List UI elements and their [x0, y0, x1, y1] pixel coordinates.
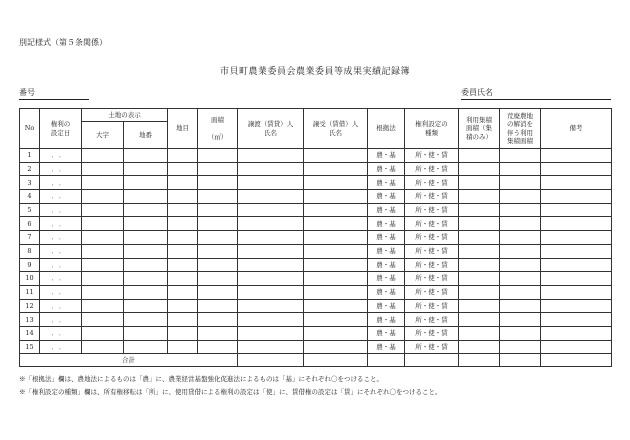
remarks-cell[interactable]	[541, 340, 612, 354]
area-cell[interactable]	[198, 244, 238, 258]
total-cell[interactable]	[541, 354, 612, 367]
oaza-cell[interactable]	[82, 244, 124, 258]
abandoned-area-cell[interactable]	[500, 340, 541, 354]
table-row	[20, 340, 612, 354]
setting-date-cell: ．．	[40, 203, 82, 217]
chimoku-cell[interactable]	[168, 203, 198, 217]
basis-law-cell: 農・基	[368, 231, 405, 245]
remarks-cell[interactable]	[541, 231, 612, 245]
remarks-cell[interactable]	[541, 299, 612, 313]
transferee-cell[interactable]	[304, 313, 368, 327]
chiban-cell[interactable]	[124, 258, 168, 272]
note-basis-law: ※「根拠法」欄は、農地法によるものは「農」に、農業経営基盤強化促進法によるものは「基」にそれぞれ〇をつけること。	[19, 375, 383, 383]
setting-date-cell: ．．	[40, 162, 82, 176]
remarks-cell[interactable]	[541, 176, 612, 190]
abandoned-area-cell[interactable]	[500, 258, 541, 272]
usage-area-cell[interactable]	[459, 244, 500, 258]
abandoned-area-cell[interactable]	[500, 203, 541, 217]
transferor-cell[interactable]	[238, 176, 304, 190]
header-land-display: 土地の表示	[82, 109, 168, 122]
total-cell[interactable]	[368, 354, 405, 367]
abandoned-area-cell[interactable]	[500, 231, 541, 245]
row-number: 7	[20, 231, 40, 245]
row-number: 5	[20, 203, 40, 217]
number-field-line[interactable]	[19, 99, 89, 100]
transferee-cell[interactable]	[304, 162, 368, 176]
transferor-cell[interactable]	[238, 217, 304, 231]
setting-date-cell: ．．	[40, 217, 82, 231]
chimoku-cell[interactable]	[168, 190, 198, 204]
abandoned-area-cell[interactable]	[500, 272, 541, 286]
abandoned-area-cell[interactable]	[500, 285, 541, 299]
basis-law-cell: 農・基	[368, 272, 405, 286]
basis-law-cell: 農・基	[368, 176, 405, 190]
chiban-cell[interactable]	[124, 272, 168, 286]
table-row	[20, 258, 612, 272]
total-cell[interactable]	[304, 354, 368, 367]
row-number: 11	[20, 285, 40, 299]
oaza-cell[interactable]	[82, 299, 124, 313]
usage-area-cell[interactable]	[459, 340, 500, 354]
total-cell[interactable]	[405, 354, 459, 367]
setting-date-cell: ．．	[40, 299, 82, 313]
remarks-cell[interactable]	[541, 285, 612, 299]
chiban-cell[interactable]	[124, 231, 168, 245]
transferee-cell[interactable]	[304, 285, 368, 299]
header-transferor: 譲渡（賃貸）人 氏名	[238, 109, 304, 149]
basis-law-cell: 農・基	[368, 190, 405, 204]
total-label: 合計	[20, 354, 238, 367]
chiban-cell[interactable]	[124, 299, 168, 313]
chimoku-cell[interactable]	[168, 149, 198, 163]
transferee-cell[interactable]	[304, 272, 368, 286]
chiban-cell[interactable]	[124, 190, 168, 204]
setting-date-cell: ．．	[40, 176, 82, 190]
usage-area-cell[interactable]	[459, 190, 500, 204]
setting-date-cell: ．．	[40, 244, 82, 258]
table-row	[20, 217, 612, 231]
basis-law-cell: 農・基	[368, 326, 405, 340]
row-number: 6	[20, 217, 40, 231]
row-number: 9	[20, 258, 40, 272]
setting-date-cell: ．．	[40, 326, 82, 340]
right-type-cell: 所・使・賃	[405, 190, 459, 204]
row-number: 15	[20, 340, 40, 354]
chiban-cell[interactable]	[124, 285, 168, 299]
basis-law-cell: 農・基	[368, 162, 405, 176]
abandoned-area-cell[interactable]	[500, 190, 541, 204]
row-number: 3	[20, 176, 40, 190]
row-number: 8	[20, 244, 40, 258]
area-cell[interactable]	[198, 190, 238, 204]
header-transferee: 譲受（賃借）人 氏名	[304, 109, 368, 149]
transferor-cell[interactable]	[238, 299, 304, 313]
remarks-cell[interactable]	[541, 258, 612, 272]
table-row	[20, 162, 612, 176]
header-chimoku: 地目	[168, 109, 198, 149]
usage-area-cell[interactable]	[459, 313, 500, 327]
remarks-cell[interactable]	[541, 190, 612, 204]
row-number: 12	[20, 299, 40, 313]
chimoku-cell[interactable]	[168, 299, 198, 313]
basis-law-cell: 農・基	[368, 203, 405, 217]
transferee-cell[interactable]	[304, 231, 368, 245]
right-type-cell: 所・使・賃	[405, 326, 459, 340]
total-cell[interactable]	[238, 354, 304, 367]
oaza-cell[interactable]	[82, 190, 124, 204]
area-cell[interactable]	[198, 176, 238, 190]
header-right-type: 権利設定の 種類	[405, 109, 459, 149]
basis-law-cell: 農・基	[368, 299, 405, 313]
usage-area-cell[interactable]	[459, 231, 500, 245]
right-type-cell: 所・使・賃	[405, 149, 459, 163]
chimoku-cell[interactable]	[168, 326, 198, 340]
basis-law-cell: 農・基	[368, 285, 405, 299]
usage-area-cell[interactable]	[459, 217, 500, 231]
ledger-body	[20, 149, 612, 354]
table-row	[20, 203, 612, 217]
setting-date-cell: ．．	[40, 149, 82, 163]
basis-law-cell: 農・基	[368, 149, 405, 163]
abandoned-area-cell[interactable]	[500, 244, 541, 258]
chimoku-cell[interactable]	[168, 231, 198, 245]
transferee-cell[interactable]	[304, 244, 368, 258]
remarks-cell[interactable]	[541, 149, 612, 163]
area-cell[interactable]	[198, 285, 238, 299]
right-type-cell: 所・使・賃	[405, 244, 459, 258]
oaza-cell[interactable]	[82, 272, 124, 286]
basis-law-cell: 農・基	[368, 340, 405, 354]
chiban-cell[interactable]	[124, 176, 168, 190]
setting-date-cell: ．．	[40, 190, 82, 204]
right-type-cell: 所・使・賃	[405, 217, 459, 231]
abandoned-area-cell[interactable]	[500, 149, 541, 163]
setting-date-cell: ．．	[40, 313, 82, 327]
abandoned-area-cell[interactable]	[500, 313, 541, 327]
table-row	[20, 231, 612, 245]
table-row	[20, 149, 612, 163]
area-cell[interactable]	[198, 340, 238, 354]
total-row	[20, 354, 612, 367]
transferor-cell[interactable]	[238, 258, 304, 272]
right-type-cell: 所・使・賃	[405, 313, 459, 327]
chimoku-cell[interactable]	[168, 258, 198, 272]
chimoku-cell[interactable]	[168, 340, 198, 354]
area-cell[interactable]	[198, 162, 238, 176]
usage-area-cell[interactable]	[459, 162, 500, 176]
area-cell[interactable]	[198, 272, 238, 286]
abandoned-area-cell[interactable]	[500, 326, 541, 340]
header-basis-law: 根拠法	[368, 109, 405, 149]
header-remarks: 備考	[541, 109, 612, 149]
chiban-cell[interactable]	[124, 326, 168, 340]
abandoned-area-cell[interactable]	[500, 162, 541, 176]
oaza-cell[interactable]	[82, 258, 124, 272]
transferor-cell[interactable]	[238, 203, 304, 217]
chiban-cell[interactable]	[124, 149, 168, 163]
right-type-cell: 所・使・賃	[405, 203, 459, 217]
area-cell[interactable]	[198, 203, 238, 217]
oaza-cell[interactable]	[82, 313, 124, 327]
oaza-cell[interactable]	[82, 149, 124, 163]
chimoku-cell[interactable]	[168, 176, 198, 190]
setting-date-cell: ．．	[40, 231, 82, 245]
header-setting-date: 権利の 設定日	[40, 109, 82, 149]
usage-area-cell[interactable]	[459, 272, 500, 286]
right-type-cell: 所・使・賃	[405, 299, 459, 313]
usage-area-cell[interactable]	[459, 326, 500, 340]
total-cell[interactable]	[500, 354, 541, 367]
area-cell[interactable]	[198, 326, 238, 340]
member-name-field-line[interactable]	[461, 99, 611, 100]
header-no: No	[20, 109, 40, 149]
transferor-cell[interactable]	[238, 326, 304, 340]
remarks-cell[interactable]	[541, 244, 612, 258]
row-number: 14	[20, 326, 40, 340]
usage-area-cell[interactable]	[459, 203, 500, 217]
header-area: 面積 （㎡）	[198, 109, 238, 149]
area-cell[interactable]	[198, 231, 238, 245]
chiban-cell[interactable]	[124, 203, 168, 217]
transferee-cell[interactable]	[304, 326, 368, 340]
table-row	[20, 176, 612, 190]
area-cell[interactable]	[198, 299, 238, 313]
right-type-cell: 所・使・賃	[405, 272, 459, 286]
chiban-cell[interactable]	[124, 162, 168, 176]
abandoned-area-cell[interactable]	[500, 299, 541, 313]
setting-date-cell: ．．	[40, 258, 82, 272]
setting-date-cell: ．．	[40, 340, 82, 354]
right-type-cell: 所・使・賃	[405, 285, 459, 299]
transferee-cell[interactable]	[304, 340, 368, 354]
area-cell[interactable]	[198, 149, 238, 163]
usage-area-cell[interactable]	[459, 285, 500, 299]
table-row	[20, 313, 612, 327]
transferor-cell[interactable]	[238, 244, 304, 258]
transferee-cell[interactable]	[304, 149, 368, 163]
transferee-cell[interactable]	[304, 299, 368, 313]
member-name-label: 委員氏名	[461, 88, 493, 97]
oaza-cell[interactable]	[82, 326, 124, 340]
basis-law-cell: 農・基	[368, 258, 405, 272]
transferor-cell[interactable]	[238, 313, 304, 327]
usage-area-cell[interactable]	[459, 258, 500, 272]
transferee-cell[interactable]	[304, 176, 368, 190]
header-abandoned-area: 荒廃農地 の解消を 伴う利用 集積面積	[500, 109, 541, 149]
abandoned-area-cell[interactable]	[500, 217, 541, 231]
oaza-cell[interactable]	[82, 340, 124, 354]
total-cell[interactable]	[459, 354, 500, 367]
row-number: 10	[20, 272, 40, 286]
oaza-cell[interactable]	[82, 203, 124, 217]
area-cell[interactable]	[198, 217, 238, 231]
remarks-cell[interactable]	[541, 162, 612, 176]
note-right-type: ※「権利設定の種類」欄は、所有権移転は「所」に、使用貸借による権利の設定は「使」に、賃借権の設定は「賃」にそれぞれ〇をつけること。	[19, 388, 442, 396]
remarks-cell[interactable]	[541, 326, 612, 340]
setting-date-cell: ．．	[40, 285, 82, 299]
transferor-cell[interactable]	[238, 285, 304, 299]
chimoku-cell[interactable]	[168, 313, 198, 327]
transferor-cell[interactable]	[238, 162, 304, 176]
notes	[19, 373, 619, 399]
table-row	[20, 190, 612, 204]
remarks-cell[interactable]	[541, 203, 612, 217]
abandoned-area-cell[interactable]	[500, 176, 541, 190]
row-number: 13	[20, 313, 40, 327]
usage-area-cell[interactable]	[459, 149, 500, 163]
right-type-cell: 所・使・賃	[405, 176, 459, 190]
table-row	[20, 326, 612, 340]
basis-law-cell: 農・基	[368, 244, 405, 258]
table-row	[20, 285, 612, 299]
area-cell[interactable]	[198, 258, 238, 272]
transferor-cell[interactable]	[238, 231, 304, 245]
basis-law-cell: 農・基	[368, 313, 405, 327]
right-type-cell: 所・使・賃	[405, 162, 459, 176]
transferor-cell[interactable]	[238, 190, 304, 204]
oaza-cell[interactable]	[82, 285, 124, 299]
right-type-cell: 所・使・賃	[405, 258, 459, 272]
chimoku-cell[interactable]	[168, 272, 198, 286]
oaza-cell[interactable]	[82, 176, 124, 190]
setting-date-cell: ．．	[40, 272, 82, 286]
number-label: 番号	[19, 88, 35, 97]
header-oaza: 大字	[82, 122, 124, 149]
transferee-cell[interactable]	[304, 203, 368, 217]
transferee-cell[interactable]	[304, 258, 368, 272]
transferor-cell[interactable]	[238, 272, 304, 286]
oaza-cell[interactable]	[82, 231, 124, 245]
form-label: 別記様式（第５条関係）	[19, 38, 107, 47]
basis-law-cell: 農・基	[368, 217, 405, 231]
oaza-cell[interactable]	[82, 217, 124, 231]
table-row	[20, 272, 612, 286]
row-number: 1	[20, 149, 40, 163]
chiban-cell[interactable]	[124, 340, 168, 354]
row-number: 4	[20, 190, 40, 204]
chimoku-cell[interactable]	[168, 244, 198, 258]
header-usage-area: 利用集積 面積（集 積のみ）	[459, 109, 500, 149]
header-chiban: 地番	[124, 122, 168, 149]
usage-area-cell[interactable]	[459, 176, 500, 190]
right-type-cell: 所・使・賃	[405, 340, 459, 354]
transferee-cell[interactable]	[304, 217, 368, 231]
remarks-cell[interactable]	[541, 217, 612, 231]
chimoku-cell[interactable]	[168, 162, 198, 176]
chimoku-cell[interactable]	[168, 217, 198, 231]
transferee-cell[interactable]	[304, 190, 368, 204]
usage-area-cell[interactable]	[459, 299, 500, 313]
area-cell[interactable]	[198, 313, 238, 327]
row-number: 2	[20, 162, 40, 176]
remarks-cell[interactable]	[541, 272, 612, 286]
chiban-cell[interactable]	[124, 217, 168, 231]
transferor-cell[interactable]	[238, 340, 304, 354]
table-row	[20, 299, 612, 313]
page-title: 市貝町農業委員会農業委員等成果実績記録簿	[219, 67, 410, 77]
right-type-cell: 所・使・賃	[405, 231, 459, 245]
table-row	[20, 244, 612, 258]
chiban-cell[interactable]	[124, 244, 168, 258]
chiban-cell[interactable]	[124, 313, 168, 327]
achievement-ledger-table	[19, 108, 612, 367]
transferor-cell[interactable]	[238, 149, 304, 163]
chimoku-cell[interactable]	[168, 285, 198, 299]
oaza-cell[interactable]	[82, 162, 124, 176]
remarks-cell[interactable]	[541, 313, 612, 327]
